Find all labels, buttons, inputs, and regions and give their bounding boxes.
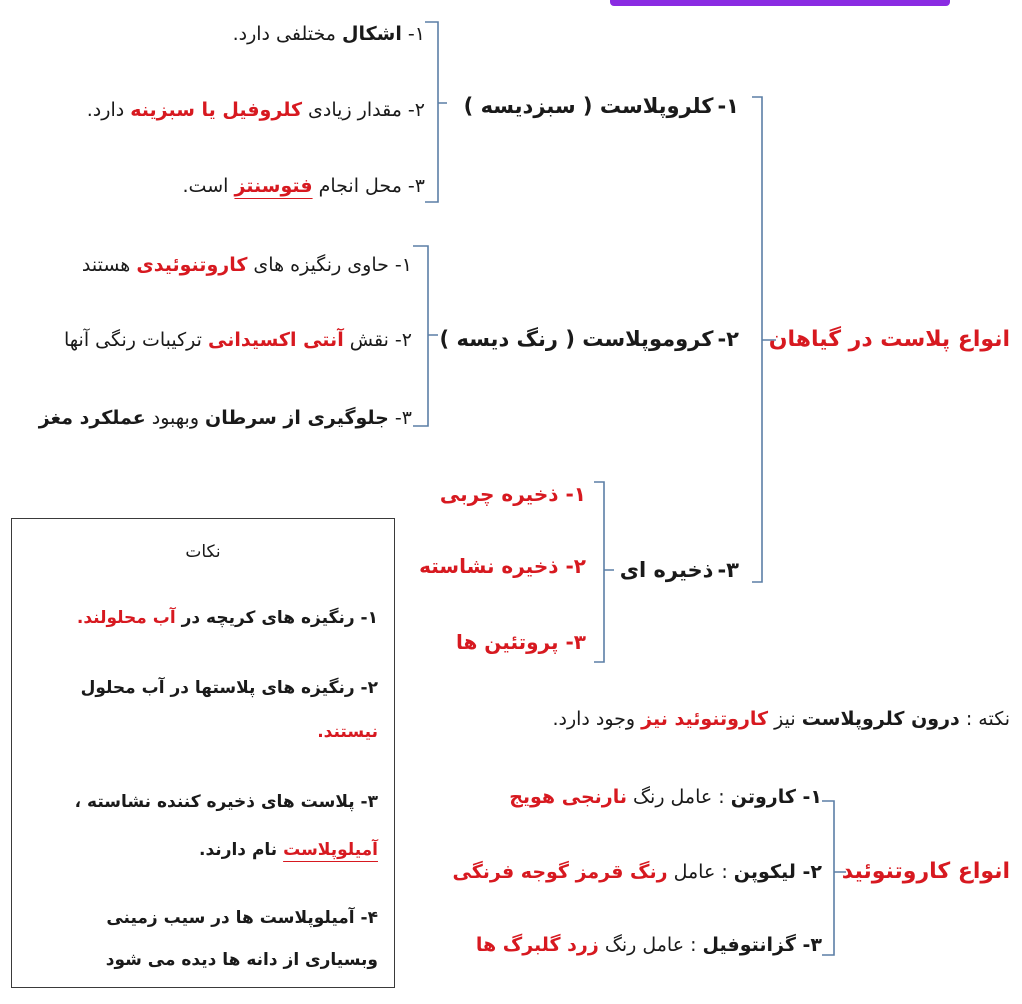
storage-starch: ۲- ذخیره نشاسته xyxy=(419,554,586,578)
note-1: ۱- رنگیزه های کریچه در آب محلولند. xyxy=(76,608,378,628)
carotenoid-root-label: انواع کاروتنوئید xyxy=(841,859,1010,884)
chloroplast-feature-1: ۱- اشکال مختلفی دارد. xyxy=(232,23,425,45)
notes-box xyxy=(11,518,395,988)
chromoplast-bracket xyxy=(413,246,438,426)
chloroplast-label: ۱-کلروپلاست ( سبزدیسه ) xyxy=(463,94,739,118)
notes-title: نکات xyxy=(185,542,221,562)
root-label: انواع پلاست در گیاهان xyxy=(768,327,1010,352)
storage-label: ۳-ذخیره ای xyxy=(619,558,739,582)
note-3-line-1: ۳- پلاست های ذخیره کننده نشاسته ، xyxy=(74,792,378,812)
storage-bracket xyxy=(594,482,614,662)
chromoplast-label: ۲-کروموپلاست ( رنگ دیسه ) xyxy=(439,327,739,351)
chloroplast-feature-2: ۲- مقدار زیادی کلروفیل یا سبزینه دارد. xyxy=(86,99,425,121)
storage-fat: ۱- ذخیره چربی xyxy=(439,482,586,506)
chloroplast-bracket xyxy=(425,22,447,202)
chloroplast-feature-3: ۳- محل انجام فتوسنتز است. xyxy=(182,175,425,197)
chromoplast-feature-3: ۳- جلوگیری از سرطان وبهبود عملکرد مغز xyxy=(38,407,412,429)
note-4-line-1: ۴- آمیلوپلاست ها در سیب زمینی xyxy=(106,908,378,928)
side-note: نکته : درون کلروپلاست نیز کاروتنوئید نیز وجود دارد. xyxy=(552,708,1010,730)
note-2-line-2: نیستند. xyxy=(317,722,378,742)
carotenoid-item-1: ۱- کاروتن : عامل رنگ نارنجی هویج xyxy=(509,786,822,808)
chromoplast-feature-1: ۱- حاوی رنگیزه های کاروتنوئیدی هستند xyxy=(81,254,412,276)
note-4-line-2: وبسیاری از دانه ها دیده می شود xyxy=(105,950,378,970)
storage-protein: ۳- پروتئین ها xyxy=(455,630,586,654)
carotenoid-item-3: ۳- گزانتوفیل : عامل رنگ زرد گلبرگ ها xyxy=(475,934,822,956)
carotenoid-item-2: ۲- لیکوپن : عامل رنگ قرمز گوجه فرنگی xyxy=(452,861,822,883)
note-3-line-2: آمیلوپلاست نام دارند. xyxy=(199,840,378,860)
chromoplast-feature-2: ۲- نقش آنتی اکسیدانی ترکیبات رنگی آنها xyxy=(63,329,412,351)
note-2-line-1: ۲- رنگیزه های پلاستها در آب محلول xyxy=(80,678,378,698)
